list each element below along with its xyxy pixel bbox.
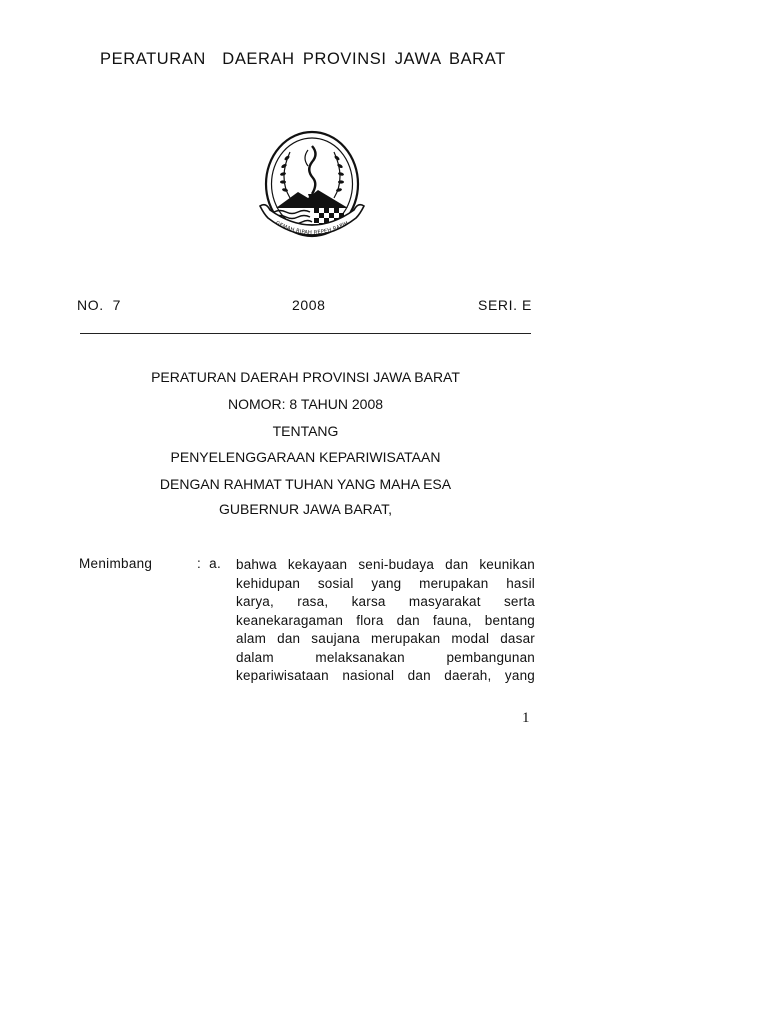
page-number: 1	[522, 710, 530, 726]
heading-subject: PENYELENGGARAAN KEPARIWISATAAN	[170, 449, 441, 465]
item-marker: : a.	[197, 556, 222, 571]
paragraph-line: dalam melaksanakan pembangunan	[236, 649, 535, 665]
emblem-motto: GEMAH RIPAH REPEH RAPIH	[274, 220, 350, 237]
heading-number: NOMOR: 8 TAHUN 2008	[227, 396, 384, 412]
document-header-title: PERATURAN DAERAH PROVINSI JAWA BARAT	[100, 50, 506, 68]
paragraph-line: kepariwisataan nasional dan daerah, yang	[236, 668, 535, 683]
header-divider	[80, 333, 531, 334]
heading-about: TENTANG	[272, 423, 339, 439]
regulation-number: NO. 7	[77, 297, 122, 313]
paragraph-line: bahwa kekayaan seni-budaya dan keunikan	[236, 557, 535, 572]
coat-of-arms-emblem	[256, 128, 368, 246]
heading-governor: GUBERNUR JAWA BARAT,	[219, 501, 392, 517]
menimbang-label: Menimbang	[79, 556, 153, 571]
paragraph-line: karya, rasa, karsa masyarakat serta	[236, 594, 535, 609]
menimbang-paragraph	[236, 556, 535, 686]
paragraph-line: keanekaragaman flora dan fauna, bentang	[236, 612, 535, 628]
paragraph-line: alam dan saujana merupakan modal dasar	[236, 631, 535, 646]
regulation-series: SERI. E	[478, 297, 532, 313]
heading-title: PERATURAN DAERAH PROVINSI JAWA BARAT	[151, 369, 460, 385]
regulation-year: 2008	[292, 297, 326, 313]
paragraph-line: kehidupan sosial yang merupakan hasil	[236, 575, 535, 591]
west-java-coat-of-arms-icon	[256, 128, 368, 246]
heading-invocation: DENGAN RAHMAT TUHAN YANG MAHA ESA	[159, 476, 452, 492]
